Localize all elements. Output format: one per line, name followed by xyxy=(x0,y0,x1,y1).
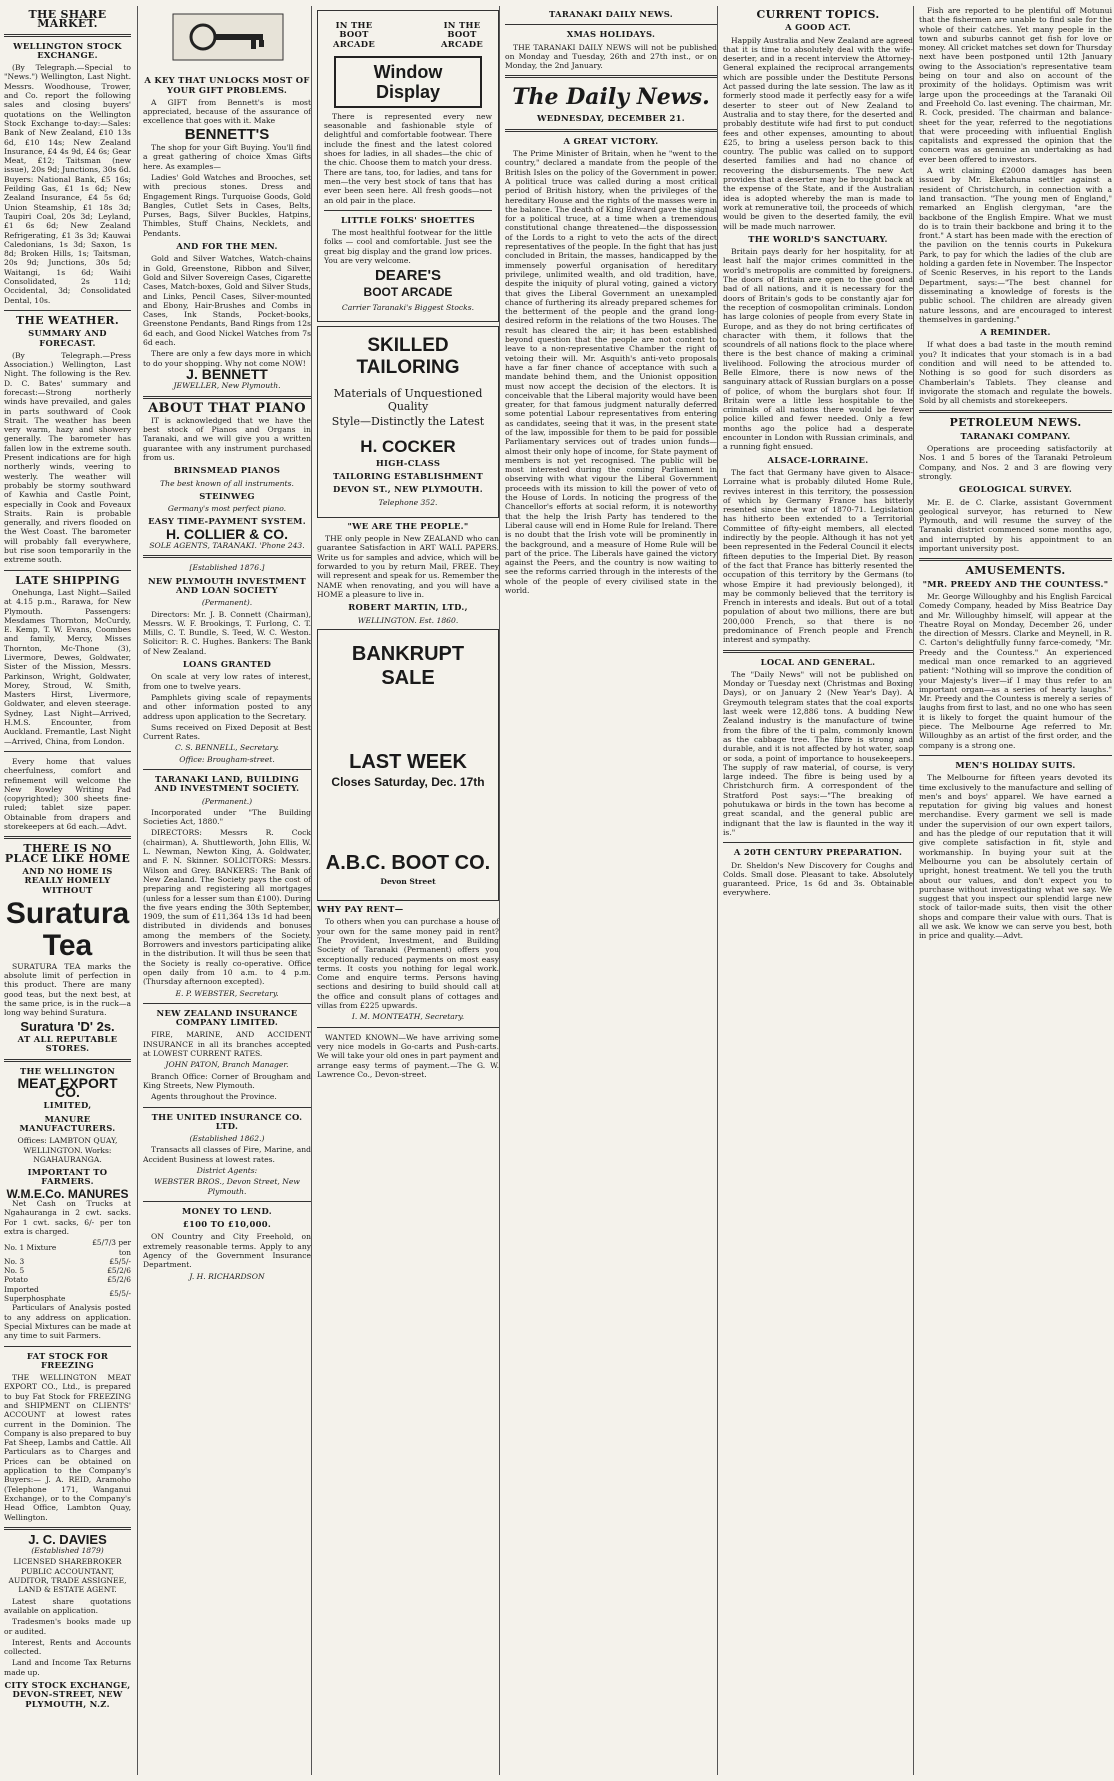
meat-export-limited: LIMITED, xyxy=(43,1100,92,1111)
shipping-heading: LATE SHIPPING xyxy=(15,573,120,587)
davies-footer: CITY STOCK EXCHANGE, DEVON-STREET, NEW PLYMOUTH, N.Z. xyxy=(4,1680,131,1709)
jeweller-sub: JEWELLER, New Plymouth. xyxy=(173,381,281,391)
table-cell: £5/5/- xyxy=(109,1256,131,1266)
share-market-body: (By Telegraph.—Special to "News.") Wellington, Last Night. Messrs. Woodhouse, Trower, and Co. report the following sales and closing buyers' quotations on the Wellington Stock Exchange to-day:—Sales: Bank of New Zealand, £10 13s 6d, £10 14s; New Zealand Insurance, £4 4s 9d, £4 6s; Gear Meat, £12; Taitsman (new issue), 20s 9d; Junctions, 30s 6d. Buyers: National Bank, £5 16s; Feilding Gas, £1 1s 6d; New Zealand Insurance, £4 5s 6d; Union Steamship, £1 18s 3d; Taupiri Coal, 20s 3d; Leyland, £1 6s 6d; New Zealand Refrigerating, £1 3s 3d; Kauwai Caledonians, 1s 3d; Saxon, 1s 8d; Broken Hills, 1s; Taitsman, 20s 9d; Junctions, 30s 5d; Waitangi, 1s 6d; Waihi Consolidated, 2s 11d; Occidental, 3d; Consolidated Dental, 10s. xyxy=(4,63,131,305)
collier-sub: SOLE AGENTS, TARANAKI. 'Phone 243. xyxy=(149,541,305,551)
table-row xyxy=(4,1238,131,1257)
suits-body: The Melbourne for fifteen years devoted its time exclusively to the manufacture and selling of men's and boys' apparel. We have earned a reputation for giving big values and honest merchandise. Every garment we sell is made under the supervision of our own expert tailors, and has the pledge of our reputation that it will give complete satisfaction in fit, style and workmanship. In buying your suit at the Melbourne you can be absolutely certain of upright, honest treatment. We tell you the truth about our values, and don't expect you to purchase without investigating what we say. We suggest that you inspect our splendid large new stock of tailor-made suits, then visit the other shops and compare their value with ours. That is all we ask. We know we can serve you best, both in price and quality.—Advt. xyxy=(919,773,1112,941)
divider xyxy=(4,34,131,37)
suratura-line-1: THERE IS NO PLACE LIKE HOME xyxy=(4,842,131,865)
rent-secretary: I. M. MONTEATH, Secretary. xyxy=(351,1012,465,1022)
meat-export-name: MEAT EXPORT CO. xyxy=(17,1074,118,1101)
divider xyxy=(143,769,311,770)
loans-sub: On scale at very low rates of interest, from one to twelve years. xyxy=(143,672,311,691)
table-row xyxy=(4,1266,131,1275)
suratura-line-2: AND NO HOME IS REALLY HOMELY WITHOUT xyxy=(22,865,113,895)
column-2 xyxy=(137,6,316,1775)
nz-insurance-body: FIRE, MARINE, AND ACCIDENT INSURANCE in all its branches accepted at LOWEST CURRENT RATES. xyxy=(143,1030,311,1059)
manures-analysis: Particulars of Analysis posted to any address on application. Special Mixtures can be made at any time to suit Farmers. xyxy=(4,1303,131,1341)
xmas-holidays-body: THE TARANAKI DAILY NEWS will not be published on Monday and Tuesday, 26th and 27th inst., or on Monday, the 2nd January. xyxy=(505,42,717,71)
column-6 xyxy=(913,6,1114,1775)
divider xyxy=(4,1346,131,1347)
good-act-heading: A GOOD ACT. xyxy=(785,22,851,33)
piano-heading: ABOUT THAT PIANO xyxy=(148,400,306,416)
divider xyxy=(919,558,1112,561)
money-heading: MONEY TO LEND. xyxy=(182,1205,272,1216)
investment-directors: Directors: Mr. J. B. Connett (Chairman), Messrs. W. F. Brookings, T. Furlong, C. T. Mills, C. T. Bundle, S. Teed, W. C. Weston. Solicitor: R. C. Hughes. Bankers: The Bank of New Zealand. xyxy=(143,609,311,656)
local-continued: Fish are reported to be plentiful off Motunui that the fishermen are unable to find sale for the whole of their catches. Yet many people in the town and suburbs cannot get fish for love or money. All cricket matches set down for Thursday next have been postponed until 12th January owing to the Association's representative team being on tour and also on account of the proximity of the holidays. Optimism was writ large upon the proceedings at the Taranaki Oil and Freehold Co. last evening. The chairman, Mr. R. Cock, presided. The chairman and balance-sheet for the year, referred to the negotiations that were proceeding with influential English capitalists and expressed the opinion that the concern was as genuine an undertaking as had ever been offered to investors. xyxy=(919,6,1112,164)
arcade-left: IN THE BOOT ARCADE xyxy=(332,20,376,49)
davies-trade: LICENSED SHAREBROKER PUBLIC ACCOUNTANT, AUDITOR, TRADE ASSIGNEE, LAND & ESTATE AGENT. xyxy=(8,1557,127,1595)
investment-name: NEW PLYMOUTH INVESTMENT AND LOAN SOCIETY xyxy=(147,575,307,595)
investment-established: [Established 1876.] xyxy=(189,563,265,573)
divider xyxy=(919,410,1112,413)
table-row xyxy=(4,1257,131,1266)
local-general-heading: LOCAL AND GENERAL. xyxy=(760,656,876,667)
investment-office: Office: Brougham-street. xyxy=(179,754,275,764)
building-permanent: (Permanent.) xyxy=(201,796,253,806)
divider xyxy=(324,210,492,211)
martin-name: ROBERT MARTIN, LTD., xyxy=(348,602,468,613)
cocker-name: H. COCKER xyxy=(360,436,456,456)
money-name: J. H. RICHARDSON xyxy=(189,1271,265,1281)
davies-name: J. C. DAVIES xyxy=(28,1531,107,1547)
table-cell: No. 5 xyxy=(4,1266,25,1276)
bennetts-intro: The shop for your Gift Buying. You'll find a great gathering of choice Xmas Gifts here. As examples— xyxy=(143,143,311,171)
weather-body: (By Telegraph.—Press Association.) Wellington, Last Night. The following is the Rev. D. C. Bates' summary and forecast:—Strong northerly winds have prevailed, and gales in parts southward of Cook Strait. The weather has been very warm, hazy and showery generally. The barometer has fallen low in the extreme south. Present indications are for high northerly winds, veering to westerly. The weather will probably be stormy southward of Kawhia and Castle Point, especially in Cook and Foveaux Straits. Rain is probable generally, and rivers flooded on the West Coast. The barometer will probably fall everywhere, but rise soon temporarily in the extreme south. xyxy=(4,350,131,565)
jeweller-name: J. BENNETT xyxy=(186,365,268,382)
manures-terms: Net Cash on Trucks at Ngahauranga in 2 cwt. sacks. For 1 cwt. sacks, 6/- per ton extra is charged. xyxy=(4,1199,131,1236)
amusements-heading: AMUSEMENTS. xyxy=(965,564,1066,578)
paper-header: TARANAKI DAILY NEWS. xyxy=(548,9,674,19)
divider xyxy=(143,1003,311,1004)
divider xyxy=(919,755,1112,756)
rent-body: To others when you can purchase a house of your own for the same money paid in rent? The Provident, Investment, and Building Society of Taranaki (Permanent) offers you exceptionally reduced payments on most easy terms. It costs you nothing for legal work. Come and enquire terms. Persons having sections and desiring to build should call at the office and consult plans of cottages and villas from £225 upwards. xyxy=(317,917,499,1011)
shoettes-body: The most healthful footwear for the little folks — cool and comfortable. Just see the great big display and the grand low prices. You are very welcome. xyxy=(324,228,492,266)
united-established: (Established 1862.) xyxy=(189,1134,265,1144)
davies-line-4: Land and Income Tax Returns made up. xyxy=(4,1658,131,1677)
loans-heading: LOANS GRANTED xyxy=(182,659,272,670)
century-heading: A 20TH CENTURY PREPARATION. xyxy=(733,847,903,858)
divider xyxy=(4,570,131,571)
united-name: THE UNITED INSURANCE CO. LTD. xyxy=(151,1111,303,1131)
masthead: The Daily News. xyxy=(512,84,710,111)
deare-sub: Carrier Taranaki's Biggest Stocks. xyxy=(341,303,475,313)
divider xyxy=(505,24,717,25)
boot-arcade-ad xyxy=(317,10,499,322)
last-week-title: LAST WEEK xyxy=(349,750,467,773)
key-ad-title: A KEY THAT UNLOCKS MOST OF YOUR GIFT PROBLEMS. xyxy=(144,75,310,95)
table-cell: Potato xyxy=(4,1275,28,1285)
cocker-est: TAILORING ESTABLISHMENT xyxy=(333,470,483,481)
victory-heading: A GREAT VICTORY. xyxy=(563,135,659,146)
suratura-stores: AT ALL REPUTABLE STORES. xyxy=(17,1033,118,1054)
investment-secretary: C. S. BENNELL, Secretary. xyxy=(175,743,279,753)
deare-name: DEARE'S xyxy=(374,267,442,285)
column-5 xyxy=(717,6,918,1775)
reminder-heading: A REMINDER. xyxy=(980,327,1051,338)
divider xyxy=(317,1027,499,1028)
column-3 xyxy=(311,6,504,1775)
bennetts-name: BENNETT'S xyxy=(184,125,270,143)
good-act-body: Happily Australia and New Zealand are agreed that it is time to absolutely deal with the wife-deserter, and in a recent interview the Attorney-General explained the reciprocal arrangements which are possible under the Destitute Persons Act passed during the late session. The law as it formerly stood made it perfectly easy for a wife deserter to steer out of New Zealand to Australia and to stay there, for the deserted and probably destitute wife had first to put conduct fees and other expenses, amounting to about £25, to bring a useless person back to this country. The public was called on to support deserted families and had no chance of recovering the disbursements. The new Act provides that a deserter may be brought back at the expense of the State, and if the Australian idea is adopted whereby the man is made to work at remunerative toil, the proceeds of which would be given to the deserted family, the evil will be made much narrower. xyxy=(723,35,913,231)
sanctuary-body: Britain pays dearly for her hospitality, for at least half the major crimes committed in the world's metropolis are committed by foreigners. The doors of Britain are open to the good and bad of all nations, and it is necessary for the doors of Britain's gods to be constantly ajar for the reception of cosmopolitan criminals. London has large colonies of people from every State in Europe, and as they do not bring certificates of character with them, it follows that the scoundrels of all nations flock to the place where there is the best chance of making a criminal livelihood. Following the atrocious murder of Belle Elmore, there is now news of the sanguinary attack of Russian burglars on a posse of police, of whom the burglars shot four. If Britain were a little less hospitable to the criminals of all nations there would be fewer police killed and fewer needed. Only a few months ago the police had a desperate encounter in London with Russian criminals, and a running fight ensued. xyxy=(723,247,913,452)
brinsmead: BRINSMEAD PIANOS xyxy=(173,465,281,476)
weather-heading: THE WEATHER. xyxy=(16,313,119,327)
divider xyxy=(143,1107,311,1108)
fat-stock-heading: FAT STOCK FOR FREEZING xyxy=(26,1350,109,1370)
cocker-addr: DEVON ST., NEW PLYMOUTH. xyxy=(333,484,483,495)
key-illustration-icon xyxy=(143,8,311,66)
divider xyxy=(505,129,717,132)
steinweg-sub: Germany's most perfect piano. xyxy=(167,504,287,514)
meat-export-makers: MANURE MANUFACTURERS. xyxy=(19,1113,116,1133)
nz-insurance-agents: Agents throughout the Province. xyxy=(151,1092,277,1102)
table-cell: £5/2/6 xyxy=(107,1266,131,1276)
divider xyxy=(4,751,131,752)
spacer xyxy=(324,791,492,851)
rent-heading: WHY PAY RENT— xyxy=(317,904,404,915)
spacer xyxy=(324,690,492,750)
survey-heading: GEOLOGICAL SURVEY. xyxy=(958,484,1073,495)
bankrupt-sale-ad xyxy=(317,629,499,901)
divider xyxy=(143,555,311,558)
window-display-body: There is represented every new seasonable and fashionable style of delightful and comfortable footwear. There include the finest and the latest colored shoes for ladies, in all shades—the chic of the chic. Choose them to match your dress. There are tans, too, for ladies, and tans for men—the very best stock of tans that has ever been seen here. All fresh goods—not an old pair in the place. xyxy=(324,111,492,205)
xmas-holidays-heading: XMAS HOLIDAYS. xyxy=(566,29,656,40)
reminder-body: If what does a bad taste in the mouth remind you? It indicates that your stomach is in a bad condition and will need to be attended to. Nothing is so good for such disorders as Chamberlain's Tablets. They cleanse and invigorate the stomach and regulate the bowels. Sold by all chemists and storekeepers. xyxy=(919,340,1112,406)
alsace-body: The fact that Germany have given to Alsace-Lorraine what is probably diluted Home Rule, revives interest in this territory, the possession of which by Germany France has bitterly resented since the war of 1870-71. Legislation has hitherto been extended to a Territorial Committee of fifty-eight members, all elected indirectly by the people. Although it has not yet been represented in the Federal Council it elects fifteen deputies to the Imperial Diet. By reason of the fact that France has bitterly resented the occupation of this territory by the Germans (to whose Empire it had previously belonged), it may be commonly believed that the territory is French in interests and ideals. But out of a total population of about two millions, there are but 200,000 French, so that there is no predominance of French people and French interest and sympathy. xyxy=(723,467,913,645)
column-4 xyxy=(499,6,722,1775)
united-body: Transacts all classes of Fire, Marine, and Accident Business at lowest rates. xyxy=(143,1145,311,1164)
building-incorporated: Incorporated under "The Building Societies Act, 1880." xyxy=(143,807,311,827)
table-row xyxy=(4,1285,131,1304)
davies-line-2: Tradesmen's books made up or audited. xyxy=(4,1617,131,1636)
united-district: District Agents: xyxy=(196,1165,258,1175)
united-agents: WEBSTER BROS., Devon Street, New Plymouth. xyxy=(154,1177,300,1196)
meat-export-important: IMPORTANT TO FARMERS. xyxy=(27,1167,108,1187)
abc-name: A.B.C. BOOT CO. xyxy=(325,851,491,874)
suratura-body: SURATURA TEA marks the absolute limit of perfection in this product. There are many good teas, but the next best, at the same price, is in the ruck—a long way behind Suratura. xyxy=(4,961,131,1018)
share-market-heading: THE SHARE MARKET. xyxy=(28,8,107,31)
table-cell: £5/2/6 xyxy=(107,1275,131,1285)
nz-insurance-manager: JOHN PATON, Branch Manager. xyxy=(165,1060,289,1070)
local-general-body: The "Daily News" will not be published on Monday or Tuesday next (Christmas and Boxing Days), or on January 2 (New Year's Day). A Greymouth telegram states that the coal exports last week were 12,886 tons. A budding New Zealand industry is the manufacture of twine from the fibre of the ti palm, commonly known as the cabbage tree. The fibre is strong and durable, and it is not affected by hot water, soap or soda, a point of importance to housekeepers. The supply of raw material, of course, is very large indeed. The fibre is being used by a Christchurch firm. A correspondent of the Stratford Post says:—"The breaking of pohutukawa or birds in the town has become a great scandal, and the general public are indignant that the law is flaunted in the way it is." xyxy=(723,669,913,837)
sanctuary-heading: THE WORLD'S SANCTUARY. xyxy=(748,233,888,244)
tailoring-ad xyxy=(317,326,499,518)
building-name: TARANAKI LAND, BUILDING AND INVESTMENT SOCIETY. xyxy=(154,774,300,794)
cocker-tel: Telephone 352. xyxy=(378,497,438,507)
key-ad-body: A GIFT from Bennett's is most appreciated, because of the assurance of excellence that goes with it. Make xyxy=(143,97,311,126)
petroleum-heading: PETROLEUM NEWS. xyxy=(949,416,1082,430)
wanted-known: WANTED KNOWN—We have arriving some very nice models in Go-carts and Push-carts. We will take your old ones in part payment and arrange easy terms of payment.—The G. W. Lawrence Co., Devon-street. xyxy=(317,1032,499,1079)
bennetts-ladies: Ladies' Gold Watches and Brooches, set with precious stones. Dress and Engagement Rings. Turquoise Goods, Gold Bangles, Cutlet Sets in Cases, Belts, Purses, Bags, Silver Buckles, Hatpins, Thimbles, Stuff Chains, Necklets, and Pendants. xyxy=(143,172,311,238)
divider xyxy=(723,650,913,653)
davies-line-3: Interest, Rents and Accounts collected. xyxy=(4,1637,131,1657)
table-cell: No. 1 Mixture xyxy=(4,1242,57,1252)
taranaki-company-body: Operations are proceeding satisfactorily at Nos. 1 and 5 bores of the Taranaki Petroleum Company, and Nos. 2 and 3 are flowing very strongly. xyxy=(919,444,1112,481)
window-display-title: Window Display xyxy=(334,56,482,108)
divider xyxy=(4,1059,131,1062)
divider xyxy=(4,836,131,839)
tailoring-body: Materials of Unquestioned Quality xyxy=(333,386,483,413)
manures-title: W.M.E.Co. MANURES xyxy=(6,1186,129,1201)
bennetts-men: Gold and Silver Watches, Watch-chains in Gold, Greenstone, Ribbon and Silver, Gold and Silver Sovereign Cases, Cigarette Cases, Match-boxes, Gold and Silver Studs, and Links, Pencil Cases, Silver-mounted and Ebony, Hair-Brushes and Combs in Cases, Ink Stands, Pocket-books, Greenstone Pendants, Band Rings from 12s 6d each, and Good Nickel Watches from 7s 6d each. xyxy=(143,254,311,348)
table-cell: £5/7/3 per ton xyxy=(92,1238,131,1257)
tailoring-style: Style—Distinctly the Latest xyxy=(331,414,485,428)
nz-insurance-office: Branch Office: Corner of Brougham and King Streets, New Plymouth. xyxy=(143,1071,311,1090)
davies-established: (Established 1879) xyxy=(31,1546,104,1556)
bennetts-men-heading: AND FOR THE MEN. xyxy=(176,241,278,252)
money-amount: £100 TO £10,000. xyxy=(182,1219,272,1230)
preedy-body: Mr. George Willoughby and his English Farcical Comedy Company, headed by Miss Beatrice Day and Mr. Willoughby himself, will appear at the Theatre Royal on Monday, December 26, under the direction of Messrs. Clarke and Meynell, in R. C. Carton's delightfully funny farce-comedy, "Mr. Preedy and the Countess." An experienced medical man once remarked to an aggrieved patient: "Nothing will so improve the condition of your Majesty's liver—if I may thus refer to an important organ—as a series of hearty laughs." Mr. Preedy and the Countess is merely a series of laughs from first to last, and no one who has seen it is likely to forget the quaint humour of the piece. The Melbourne Age referred to Mr. Willoughby as an artist of the first order, and the company is a strong one. xyxy=(919,591,1112,750)
meat-export-offices: Offices: LAMBTON QUAY, WELLINGTON. Works: NGAHAURANGA. xyxy=(17,1136,118,1164)
suratura-tea: Tea xyxy=(42,928,93,962)
writ-and-notes: A writ claiming £2000 damages has been issued by Mr. Eketahuna settler against a resident of Christchurch, in connection with a land transaction. "The young men of England," remarked an English clergyman, "are the backbone of the English Empire. What we must do is to train their backbone and bring it to the front." A start has been made with the erection of the pavilion on the tennis courts in Pukekura Park, to pay for which the ladies of the club are holding a garden fete in November. The Inspector of Scenic Reserves, in his report to the Lands Department, says:—"The best channel for disseminating a knowledge of forests is the public school. The children are already given nature lessons, and are encouraged to interest themselves in gardening." xyxy=(919,166,1112,324)
preedy-heading: "MR. PREEDY AND THE COUNTESS." xyxy=(922,578,1109,589)
suratura-price: Suratura 'D' 2s. xyxy=(20,1018,115,1034)
table-cell: £5/5/- xyxy=(109,1289,131,1299)
building-secretary: E. P. WEBSTER, Secretary. xyxy=(175,988,279,998)
alsace-heading: ALSACE-LORRAINE. xyxy=(767,454,869,465)
nz-insurance-name: NEW ZEALAND INSURANCE COMPANY LIMITED. xyxy=(156,1007,298,1028)
davies-line-1: Latest share quotations available on application. xyxy=(4,1596,131,1615)
building-body: DIRECTORS: Messrs R. Cock (chairman), A. Shuttleworth, John Ellis, W. L. Newman, Newton King, A. Goldwater, and F. N. Skinner. SOLICITORS: Messrs. Wilson and Grey. BANKERS: The Bank of New Zealand. The Society pays the cost of preparing and registering all mortgages (unless for a lesser sum than £100). During the five years ending the 30th September, 1909, the sum of £11,364 13s 1d had been distributed in dividends and bonuses among the members of the Society. Borrowers and investors participating alike in the distribution. It will thus be seen that the Society is really co-operative. Office open daily from 10 a.m. to 4 p.m. (Thursday afternoon excepted). xyxy=(143,828,311,987)
weather-subheading: SUMMARY AND FORECAST. xyxy=(28,328,107,348)
stock-exchange-subheading: WELLINGTON STOCK EXCHANGE. xyxy=(13,40,122,60)
current-topics-heading: CURRENT TOPICS. xyxy=(756,8,880,21)
people-body: THE only people in New ZEALAND who can guarantee Satisfaction in ART WALL PAPERS. Write us for samples and advice, which will be forwarded to you by return Mail, FREE. They will represent and speak for us. Remember the NAME when renovating, and you will have a HOME a pleasure to live in. xyxy=(317,534,499,599)
survey-body: Mr. E. de C. Clarke, assistant Government geological surveyor, has returned to New Plymouth, and will resume the survey of the Taranaki district commenced some months ago, and interrupted by his appointment to an important university post. xyxy=(919,497,1112,554)
divider xyxy=(505,75,717,78)
divider xyxy=(143,396,311,399)
people-heading: "WE ARE THE PEOPLE." xyxy=(347,520,469,531)
deare-arcade: BOOT ARCADE xyxy=(363,285,453,300)
steinweg: STEINWEG xyxy=(199,490,255,501)
manures-price-table xyxy=(4,1238,131,1303)
easy-payment: EASY TIME-PAYMENT SYSTEM. xyxy=(148,516,306,527)
shipping-body: Onehunga, Last Night—Sailed at 4.15 p.m., Rarawa, for New Plymouth. Passengers: Mesdames Thornton, McCurdy, E. Kemp, T. W. Evans, Coombes and family, Mercy, Misses Thornton, Mc-Thone (3), Livermore, Dewes, Goldwater, Sister of the Mission, Messrs. Parkinson, Wright, Goldwater, Morey, Stroud, W. Smith, Masters Hirst, Livermore, Goldwater, and eleven steerage. Sydney, Last Night—Arrived, H.M.S. Encounter, from Auckland. Fremantle, Last Night—Arrived, China, from London. xyxy=(4,587,131,746)
shoettes-heading: LITTLE FOLKS' SHOETTES xyxy=(341,214,475,225)
column-1 xyxy=(4,6,135,1775)
taranaki-company-heading: TARANAKI COMPANY. xyxy=(960,430,1071,441)
divider xyxy=(723,842,913,843)
closes-date: Closes Saturday, Dec. 17th xyxy=(331,774,485,789)
century-body: Dr. Sheldon's New Discovery for Coughs and Colds. Small dose. Pleasant to take. Absolutely guaranteed. Price, 1s 6d and 3s. Obtainable everywhere. xyxy=(723,860,913,898)
divider xyxy=(143,1201,311,1202)
martin-sub: WELLINGTON. Est. 1860. xyxy=(357,615,459,625)
arcade-right: IN THE BOOT ARCADE xyxy=(440,20,484,49)
sums: Sums received on Fixed Deposit at Best Current Rates. xyxy=(143,722,311,742)
investment-permanent: (Permanent). xyxy=(201,598,253,608)
bankrupt-title: BANKRUPT SALE xyxy=(351,642,465,689)
brinsmead-sub: The best known of all instruments. xyxy=(160,478,294,488)
money-body: ON Country and City Freehold, on extremely reasonable terms. Apply to any Agency of the Government Insurance Department. xyxy=(143,1232,311,1270)
meat-export-the: THE WELLINGTON xyxy=(19,1065,116,1076)
table-cell: No. 3 xyxy=(4,1256,25,1266)
divider xyxy=(4,310,131,311)
arcade-header xyxy=(324,17,492,52)
tailoring-title: SKILLED TAILORING xyxy=(356,334,460,378)
pamphlets: Pamphlets giving scale of repayments and other information posted to any address upon application to the Secretary. xyxy=(143,692,311,721)
collier-name: H. COLLIER & CO. xyxy=(165,525,289,542)
table-row xyxy=(4,1275,131,1284)
bennetts-closing: There are only a few days more in which to do your shopping. Why not come NOW! xyxy=(143,349,311,368)
abc-sub: Devon Street xyxy=(380,876,436,886)
fat-stock-body: THE WELLINGTON MEAT EXPORT CO., Ltd., is prepared to buy Fat Stock for FREEZING and SHIPMENT on CLIENTS' ACCOUNT at lowest rates current in the Dominion. The Company is also prepared to buy Fat Sheep, Lambs and Cattle. All Particulars as to Charges and Prices can be obtained on application to the Company's Buyers:— J. A. REID, Aramoho (Telephone 171, Wanganui Exchange), or to the Company's Head Office, Lambton Quay, Wellington. xyxy=(4,1373,131,1522)
divider xyxy=(4,1527,131,1530)
cocker-sub: HIGH-CLASS xyxy=(375,457,441,468)
victory-body: The Prime Minister of Britain, when he "went to the country," declared a mandate from the people of the British Isles on the policy of the Government in power. A political truce was called during a most critical period of British history, when the privileges of the hereditary House and the rights of the masses were in the balance. The death of King Edward gave the signal for a political truce, at a time when a tremendous constitutional change threatened—the dispossession of the Lords to a right to veto the acts of the direct representatives of the people. In the fight that has just concluded in Britain, the masses, handicapped by the immensely powerful organisation of hereditary privilege, unlimited wealth, and old tradition, have, despite the iniquity of plural voting, gained a victory that gives the Liberal Government an unexampled chance of furthering its already prepared schemes for the betterment of the people and the grand long-desired reform in the relations of the two Houses. The result has cleared the air; it has been established beyond question that the people are not content to leave to a non-representative Chamber the right of vetoing their will. Mr. Asquith's anti-veto proposals have a far finer chance of acceptance with such a mandate behind them, and the Unionist opposition must now accept the decision of the electors. It is conceivable that the Liberal majority would have been greater, for that famous judgment naturally deferred some potential Labour representatives from entering as candidates, seeing that it was, in the present state of the law, impossible for them to be paid for possible Parliamentary services out of trades union funds—almost their only hope of income, for State payment of members is not yet recognised. The public will be most interested during the coming Parliament in observing with what vigour the Liberal Government proceeds with its mission to kill the power of veto of the House of Lords. In noticing the progress of the Chancellor's efforts at social reform, it is noteworthy that the help the Irish Party has tendered to the Liberal cause will end in Home Rule for Ireland. There is no doubt that the Irish vote will be prominently in the background, and a measure of Home Rule will be part of the price. The Liberals have gained the victory against the Peers, and the country is now waiting to see the reforms carried through in the interests of the whole of the people of every civilised state in the world. xyxy=(505,149,717,596)
suits-heading: MEN'S HOLIDAY SUITS. xyxy=(955,759,1076,770)
suratura-brand: Suratura xyxy=(5,896,130,930)
issue-date: WEDNESDAY, DECEMBER 21. xyxy=(537,113,685,124)
piano-body: IT is acknowledged that we have the best stock of Pianos and Organs in Taranaki, and we will give you a written guarantee with any instrument purchased from us. xyxy=(143,415,311,462)
writing-pad-notice: Every home that values cheerfulness, comfort and refinement will welcome the New Rowley Writing Pad (copyrighted); 300 sheets fine-ruled; tablet size paper. Obtainable from drapers and storekeepers at 6d each.—Advt. xyxy=(4,756,131,832)
table-cell: Imported Superphosphate xyxy=(4,1284,66,1304)
